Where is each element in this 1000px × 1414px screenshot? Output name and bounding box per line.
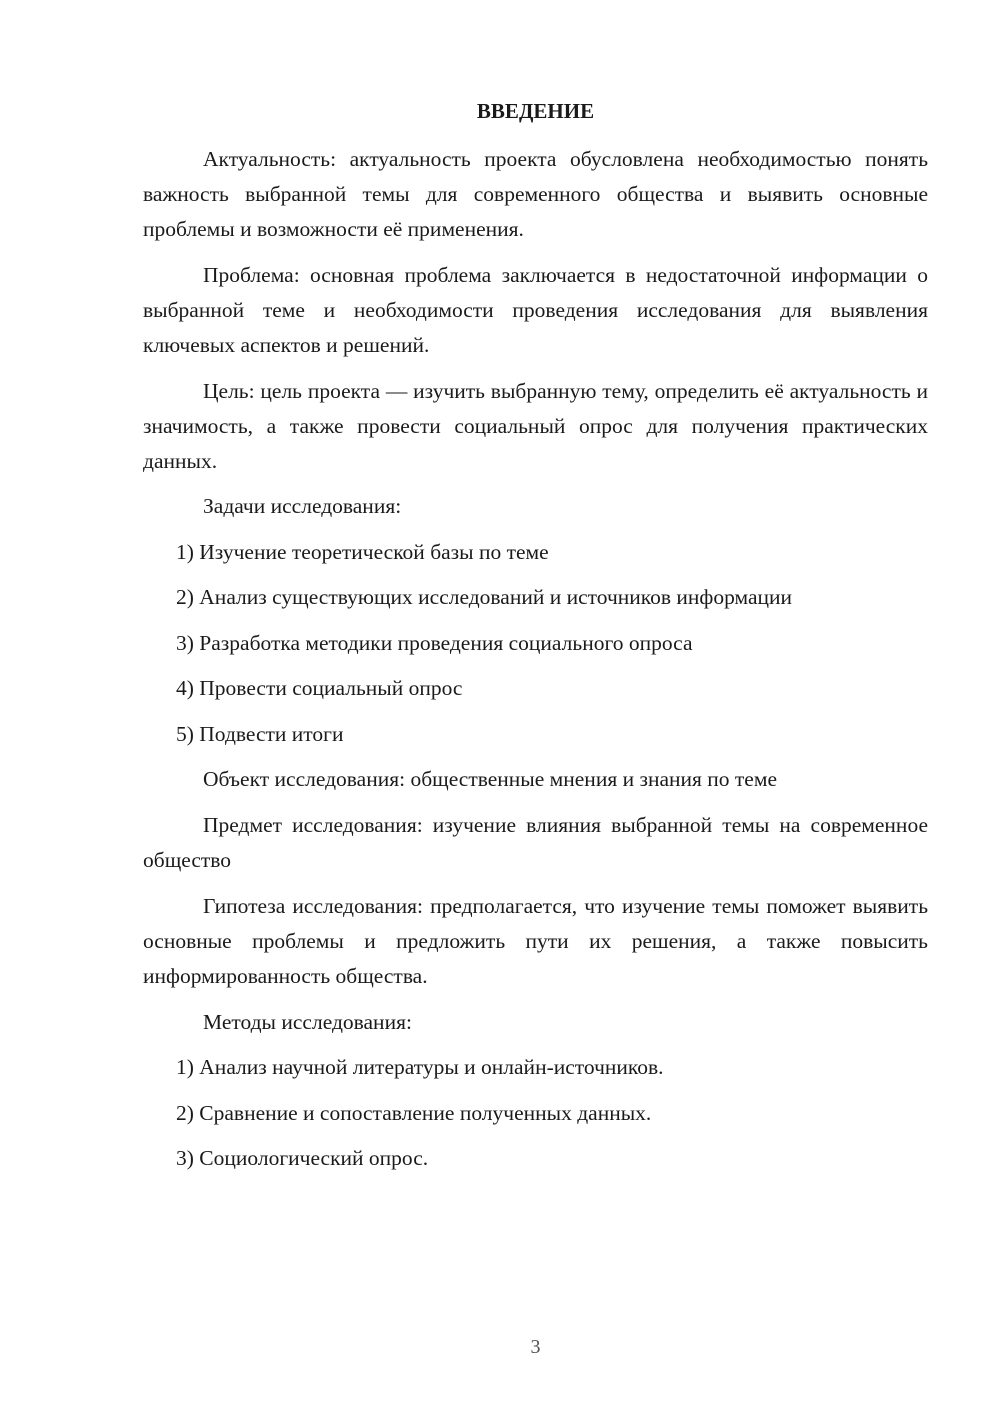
goal-paragraph: Цель: цель проекта — изучить выбранную тему, определить её актуальность и значимость, а также провести социальный опрос для получения практических данных. bbox=[143, 379, 928, 473]
method-item: 1) Анализ научной литературы и онлайн-источников. bbox=[176, 1055, 664, 1079]
method-item: 3) Социологический опрос. bbox=[176, 1146, 429, 1170]
problem-paragraph: Проблема: основная проблема заключается в недостаточной информации о выбранной теме и необходимости проведения исследования для выявления ключевых аспектов и решений. bbox=[143, 263, 928, 357]
page-title: ВВЕДЕНИЕ bbox=[476, 99, 595, 123]
methods-title: Методы исследования: bbox=[203, 1010, 412, 1034]
task-item: 4) Провести социальный опрос bbox=[176, 676, 463, 700]
task-item: 5) Подвести итоги bbox=[176, 722, 344, 746]
hypothesis-paragraph: Гипотеза исследования: предполагается, что изучение темы поможет выявить основные проблемы и предложить пути их решения, а также повысить информированность общества. bbox=[143, 894, 928, 988]
object-paragraph: Объект исследования: общественные мнения и знания по теме bbox=[203, 767, 778, 791]
method-item: 2) Сравнение и сопоставление полученных данных. bbox=[176, 1101, 652, 1125]
subject-paragraph: Предмет исследования: изучение влияния выбранной темы на современное общество bbox=[143, 813, 928, 872]
task-item: 2) Анализ существующих исследований и источников информации bbox=[176, 585, 793, 609]
task-item: 3) Разработка методики проведения социального опроса bbox=[176, 631, 693, 655]
document-page bbox=[143, 0, 928, 1414]
task-item: 1) Изучение теоретической базы по теме bbox=[176, 540, 549, 564]
relevance-paragraph: Актуальность: актуальность проекта обусловлена необходимостью понять важность выбранной темы для современного общества и выявить основные проблемы и возможности её применения. bbox=[143, 147, 928, 241]
page-number: 3 bbox=[530, 1336, 541, 1358]
tasks-title: Задачи исследования: bbox=[203, 494, 402, 518]
